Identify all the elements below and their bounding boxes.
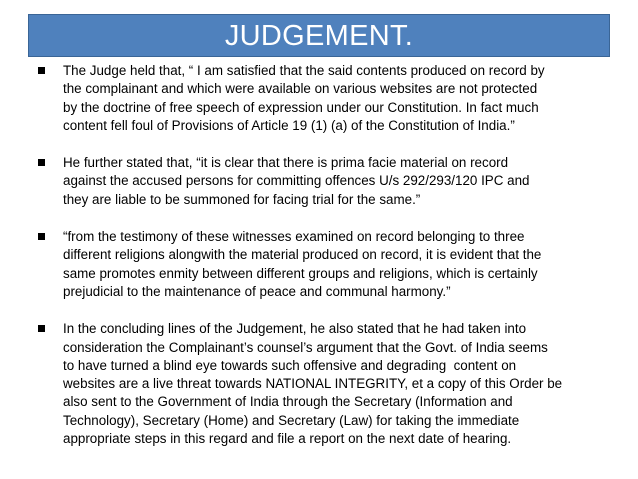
bullet-text-line: “from the testimony of these witnesses examined on record belonging to three [63,229,525,245]
bullet-text-line: same promotes enmity between different groups and religions, which is certainly [63,265,538,281]
bullet-item [0,320,638,448]
bullet-text-line: Technology), Secretary (Home) and Secretary (Law) for taking the immediate [63,412,520,428]
slide-title: JUDGEMENT. [224,20,414,52]
bullet-text-line: different religions alongwith the material produced on record, it is evident that the [63,247,542,263]
bullet-text-line: they are liable to be summoned for facing trial for the same.” [63,191,421,207]
bullet-text-line: content fell foul of Provisions of Article 19 (1) (a) of the Constitution of India.” [63,117,515,133]
square-bullet-icon [38,325,45,332]
title-bar [28,14,610,57]
bullet-text-line: also sent to the Government of India through the Secretary (Information and [63,394,513,410]
bullet-text-line: consideration the Complainant’s counsel’s argument that the Govt. of India seems [63,339,548,355]
bullet-list [0,62,638,467]
bullet-text-line: by the doctrine of free speech of expression under our Constitution. In fact much [63,99,539,115]
bullet-text-line: to have turned a blind eye towards such offensive and degrading content on [63,357,517,373]
bullet-text-line: prejudicial to the maintenance of peace and communal harmony.” [63,283,451,299]
bullet-text-line: He further stated that, “it is clear that there is prima facie material on record [63,155,509,171]
square-bullet-icon [38,233,45,240]
bullet-text-line: websites are a live threat towards NATIONAL INTEGRITY, et a copy of this Order be [63,376,563,392]
bullet-item [0,62,638,135]
square-bullet-icon [38,67,45,74]
bullet-item [0,154,638,209]
bullet-text-line: the complainant and which were available on various websites are not protected [63,81,538,97]
bullet-text-line: against the accused persons for committing offences U/s 292/293/120 IPC and [63,173,530,189]
bullet-item [0,228,638,301]
bullet-text-line: appropriate steps in this regard and file a report on the next date of hearing. [63,431,512,447]
square-bullet-icon [38,159,45,166]
bullet-text-line: In the concluding lines of the Judgement, he also stated that he had taken into [63,321,527,337]
bullet-text-line: The Judge held that, “ I am satisfied that the said contents produced on record by [63,63,545,78]
